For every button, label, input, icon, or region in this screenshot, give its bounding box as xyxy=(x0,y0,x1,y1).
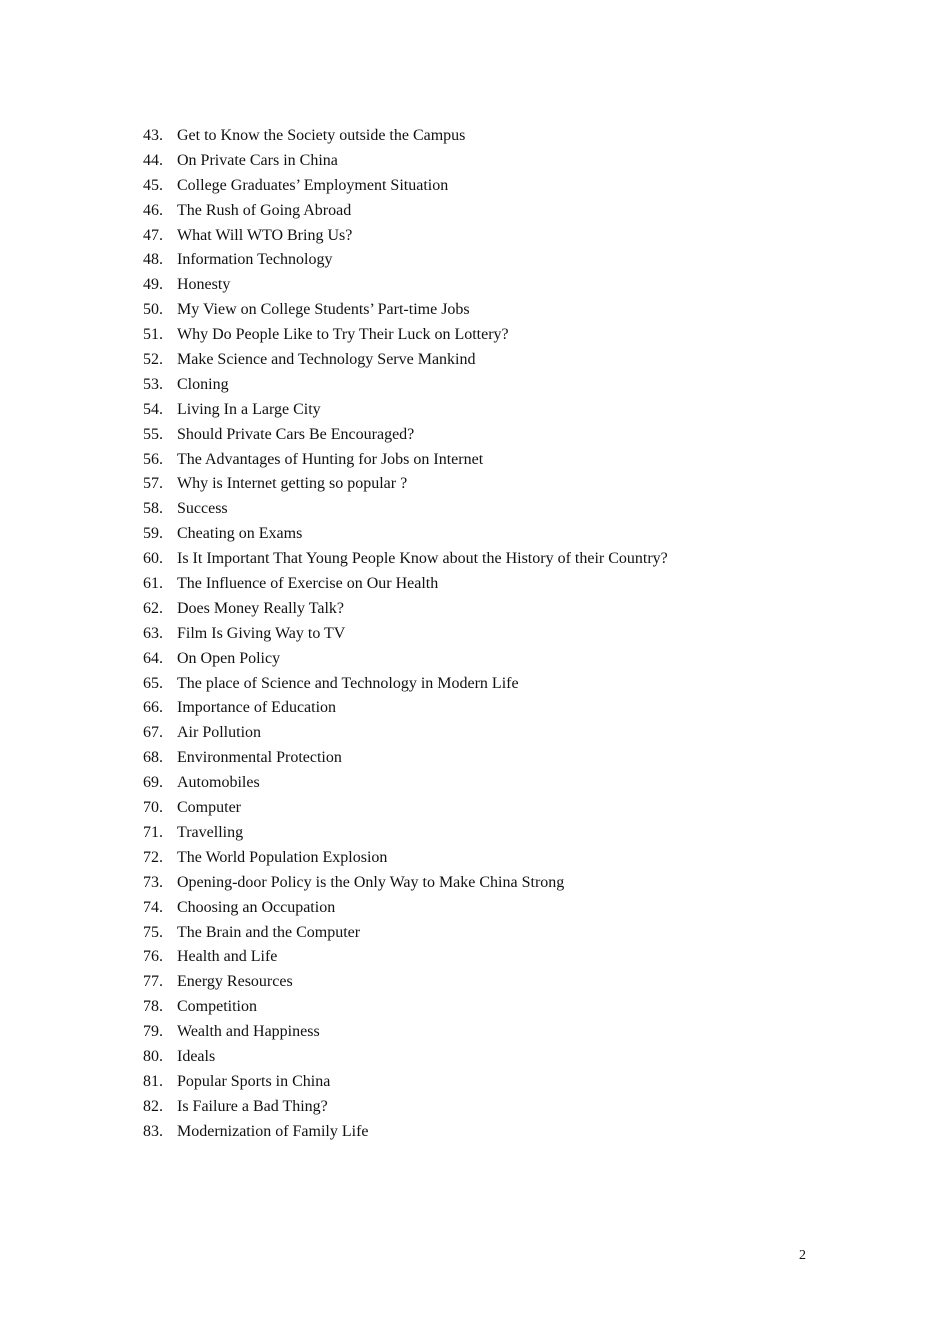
list-item-text: The Advantages of Hunting for Jobs on Internet xyxy=(177,450,484,468)
list-item xyxy=(143,896,668,921)
list-item-number: 51. xyxy=(143,326,163,344)
list-item xyxy=(143,871,668,896)
list-item xyxy=(143,696,668,721)
list-item-number: 67. xyxy=(143,724,163,742)
list-item xyxy=(143,174,668,199)
list-item-text: The place of Science and Technology in Modern Life xyxy=(177,674,519,692)
list-item-number: 60. xyxy=(143,550,163,568)
list-item-text: What Will WTO Bring Us? xyxy=(177,226,353,244)
list-item xyxy=(143,995,668,1020)
list-item xyxy=(143,448,668,473)
list-item-number: 76. xyxy=(143,948,163,966)
list-item xyxy=(143,771,668,796)
list-item xyxy=(143,547,668,572)
list-item-number: 56. xyxy=(143,450,163,468)
list-item-number: 82. xyxy=(143,1097,163,1115)
list-item xyxy=(143,672,668,697)
list-item-text: Wealth and Happiness xyxy=(177,1023,320,1041)
list-item-text: Importance of Education xyxy=(177,699,337,717)
list-item xyxy=(143,721,668,746)
list-item-number: 77. xyxy=(143,973,163,991)
list-item-number: 66. xyxy=(143,699,163,717)
list-item xyxy=(143,597,668,622)
list-item xyxy=(143,522,668,547)
list-item-text: Competition xyxy=(177,998,257,1016)
list-item-number: 68. xyxy=(143,749,163,767)
list-item-text: On Open Policy xyxy=(177,649,281,667)
list-item-number: 63. xyxy=(143,624,163,642)
list-item-number: 49. xyxy=(143,276,163,294)
list-item-text: Automobiles xyxy=(177,774,260,792)
list-item-text: Modernization of Family Life xyxy=(177,1122,369,1140)
list-item-number: 52. xyxy=(143,351,163,369)
list-item-text: Computer xyxy=(177,799,241,817)
list-item-text: Opening-door Policy is the Only Way to Make China Strong xyxy=(177,873,565,891)
list-item-text: Popular Sports in China xyxy=(177,1072,331,1090)
list-item xyxy=(143,1020,668,1045)
list-item xyxy=(143,796,668,821)
list-item-text: The Rush of Going Abroad xyxy=(177,201,352,219)
list-item xyxy=(143,945,668,970)
list-item xyxy=(143,248,668,273)
list-item-text: Make Science and Technology Serve Mankind xyxy=(177,351,476,369)
list-item xyxy=(143,423,668,448)
list-item-number: 72. xyxy=(143,848,163,866)
list-item-text: Cheating on Exams xyxy=(177,525,303,543)
list-item-text: Cloning xyxy=(177,375,229,393)
list-item xyxy=(143,273,668,298)
list-item-number: 48. xyxy=(143,251,163,269)
topic-list xyxy=(143,124,668,1145)
list-item xyxy=(143,323,668,348)
list-item-text: Honesty xyxy=(177,276,231,294)
list-item xyxy=(143,970,668,995)
list-item-text: Get to Know the Society outside the Campus xyxy=(177,127,466,144)
list-item-text: Health and Life xyxy=(177,948,278,966)
list-item-text: Film Is Giving Way to TV xyxy=(177,624,346,642)
list-item-number: 45. xyxy=(143,176,163,194)
page-number: 2 xyxy=(799,1248,806,1263)
list-item-number: 54. xyxy=(143,400,163,418)
list-item xyxy=(143,572,668,597)
list-item-number: 57. xyxy=(143,475,163,493)
list-item-number: 53. xyxy=(143,375,163,393)
list-item-number: 50. xyxy=(143,301,163,319)
list-item xyxy=(143,298,668,323)
list-item xyxy=(143,622,668,647)
list-item-number: 70. xyxy=(143,799,163,817)
list-item xyxy=(143,348,668,373)
list-item-text: Choosing an Occupation xyxy=(177,898,336,916)
list-item-text: College Graduates’ Employment Situation xyxy=(177,176,449,194)
list-item-number: 73. xyxy=(143,873,163,891)
list-item-number: 61. xyxy=(143,575,163,593)
list-item xyxy=(143,224,668,249)
list-item xyxy=(143,746,668,771)
list-item-text: Should Private Cars Be Encouraged? xyxy=(177,425,415,443)
list-item-number: 64. xyxy=(143,649,163,667)
list-item xyxy=(143,497,668,522)
list-item xyxy=(143,921,668,946)
list-item-number: 75. xyxy=(143,923,163,941)
list-item xyxy=(143,1070,668,1095)
list-item-number: 47. xyxy=(143,226,163,244)
list-item-text: Success xyxy=(177,500,228,518)
list-item-number: 79. xyxy=(143,1023,163,1041)
list-item-number: 55. xyxy=(143,425,163,443)
list-item-text: On Private Cars in China xyxy=(177,151,338,169)
list-item-number: 43. xyxy=(143,127,163,144)
list-item-text: The Influence of Exercise on Our Health xyxy=(177,575,439,593)
list-item-text: The World Population Explosion xyxy=(177,848,388,866)
list-item-number: 83. xyxy=(143,1122,163,1140)
list-item xyxy=(143,647,668,672)
list-item-text: Information Technology xyxy=(177,251,333,269)
list-item xyxy=(143,472,668,497)
list-item-number: 62. xyxy=(143,599,163,617)
list-item xyxy=(143,1120,668,1145)
list-item xyxy=(143,199,668,224)
list-item-text: Environmental Protection xyxy=(177,749,342,767)
list-item-text: Living In a Large City xyxy=(177,400,321,418)
list-item-number: 78. xyxy=(143,998,163,1016)
list-item-number: 74. xyxy=(143,898,163,916)
list-item-number: 59. xyxy=(143,525,163,543)
list-item-text: Ideals xyxy=(177,1047,216,1065)
list-item xyxy=(143,1045,668,1070)
list-item-text: My View on College Students’ Part-time Jobs xyxy=(177,301,470,319)
list-item-text: Energy Resources xyxy=(177,973,293,991)
list-item-number: 44. xyxy=(143,151,163,169)
list-item xyxy=(143,124,668,149)
list-item xyxy=(143,149,668,174)
list-item-number: 46. xyxy=(143,201,163,219)
list-item-number: 58. xyxy=(143,500,163,518)
list-item-number: 69. xyxy=(143,774,163,792)
list-item-text: Why Do People Like to Try Their Luck on Lottery? xyxy=(177,326,509,344)
list-item-text: Is It Important That Young People Know about the History of their Country? xyxy=(177,550,668,568)
list-item xyxy=(143,846,668,871)
list-item-text: Does Money Really Talk? xyxy=(177,599,344,617)
list-item xyxy=(143,821,668,846)
list-item xyxy=(143,1095,668,1120)
list-item-number: 71. xyxy=(143,823,163,841)
list-item-text: Is Failure a Bad Thing? xyxy=(177,1097,328,1115)
list-item xyxy=(143,398,668,423)
list-item-number: 81. xyxy=(143,1072,163,1090)
list-item-number: 80. xyxy=(143,1047,163,1065)
list-item-text: Why is Internet getting so popular ? xyxy=(177,475,408,493)
list-item-text: The Brain and the Computer xyxy=(177,923,361,941)
list-item-text: Air Pollution xyxy=(177,724,262,742)
list-item xyxy=(143,373,668,398)
list-item-text: Travelling xyxy=(177,823,244,841)
list-item-number: 65. xyxy=(143,674,163,692)
